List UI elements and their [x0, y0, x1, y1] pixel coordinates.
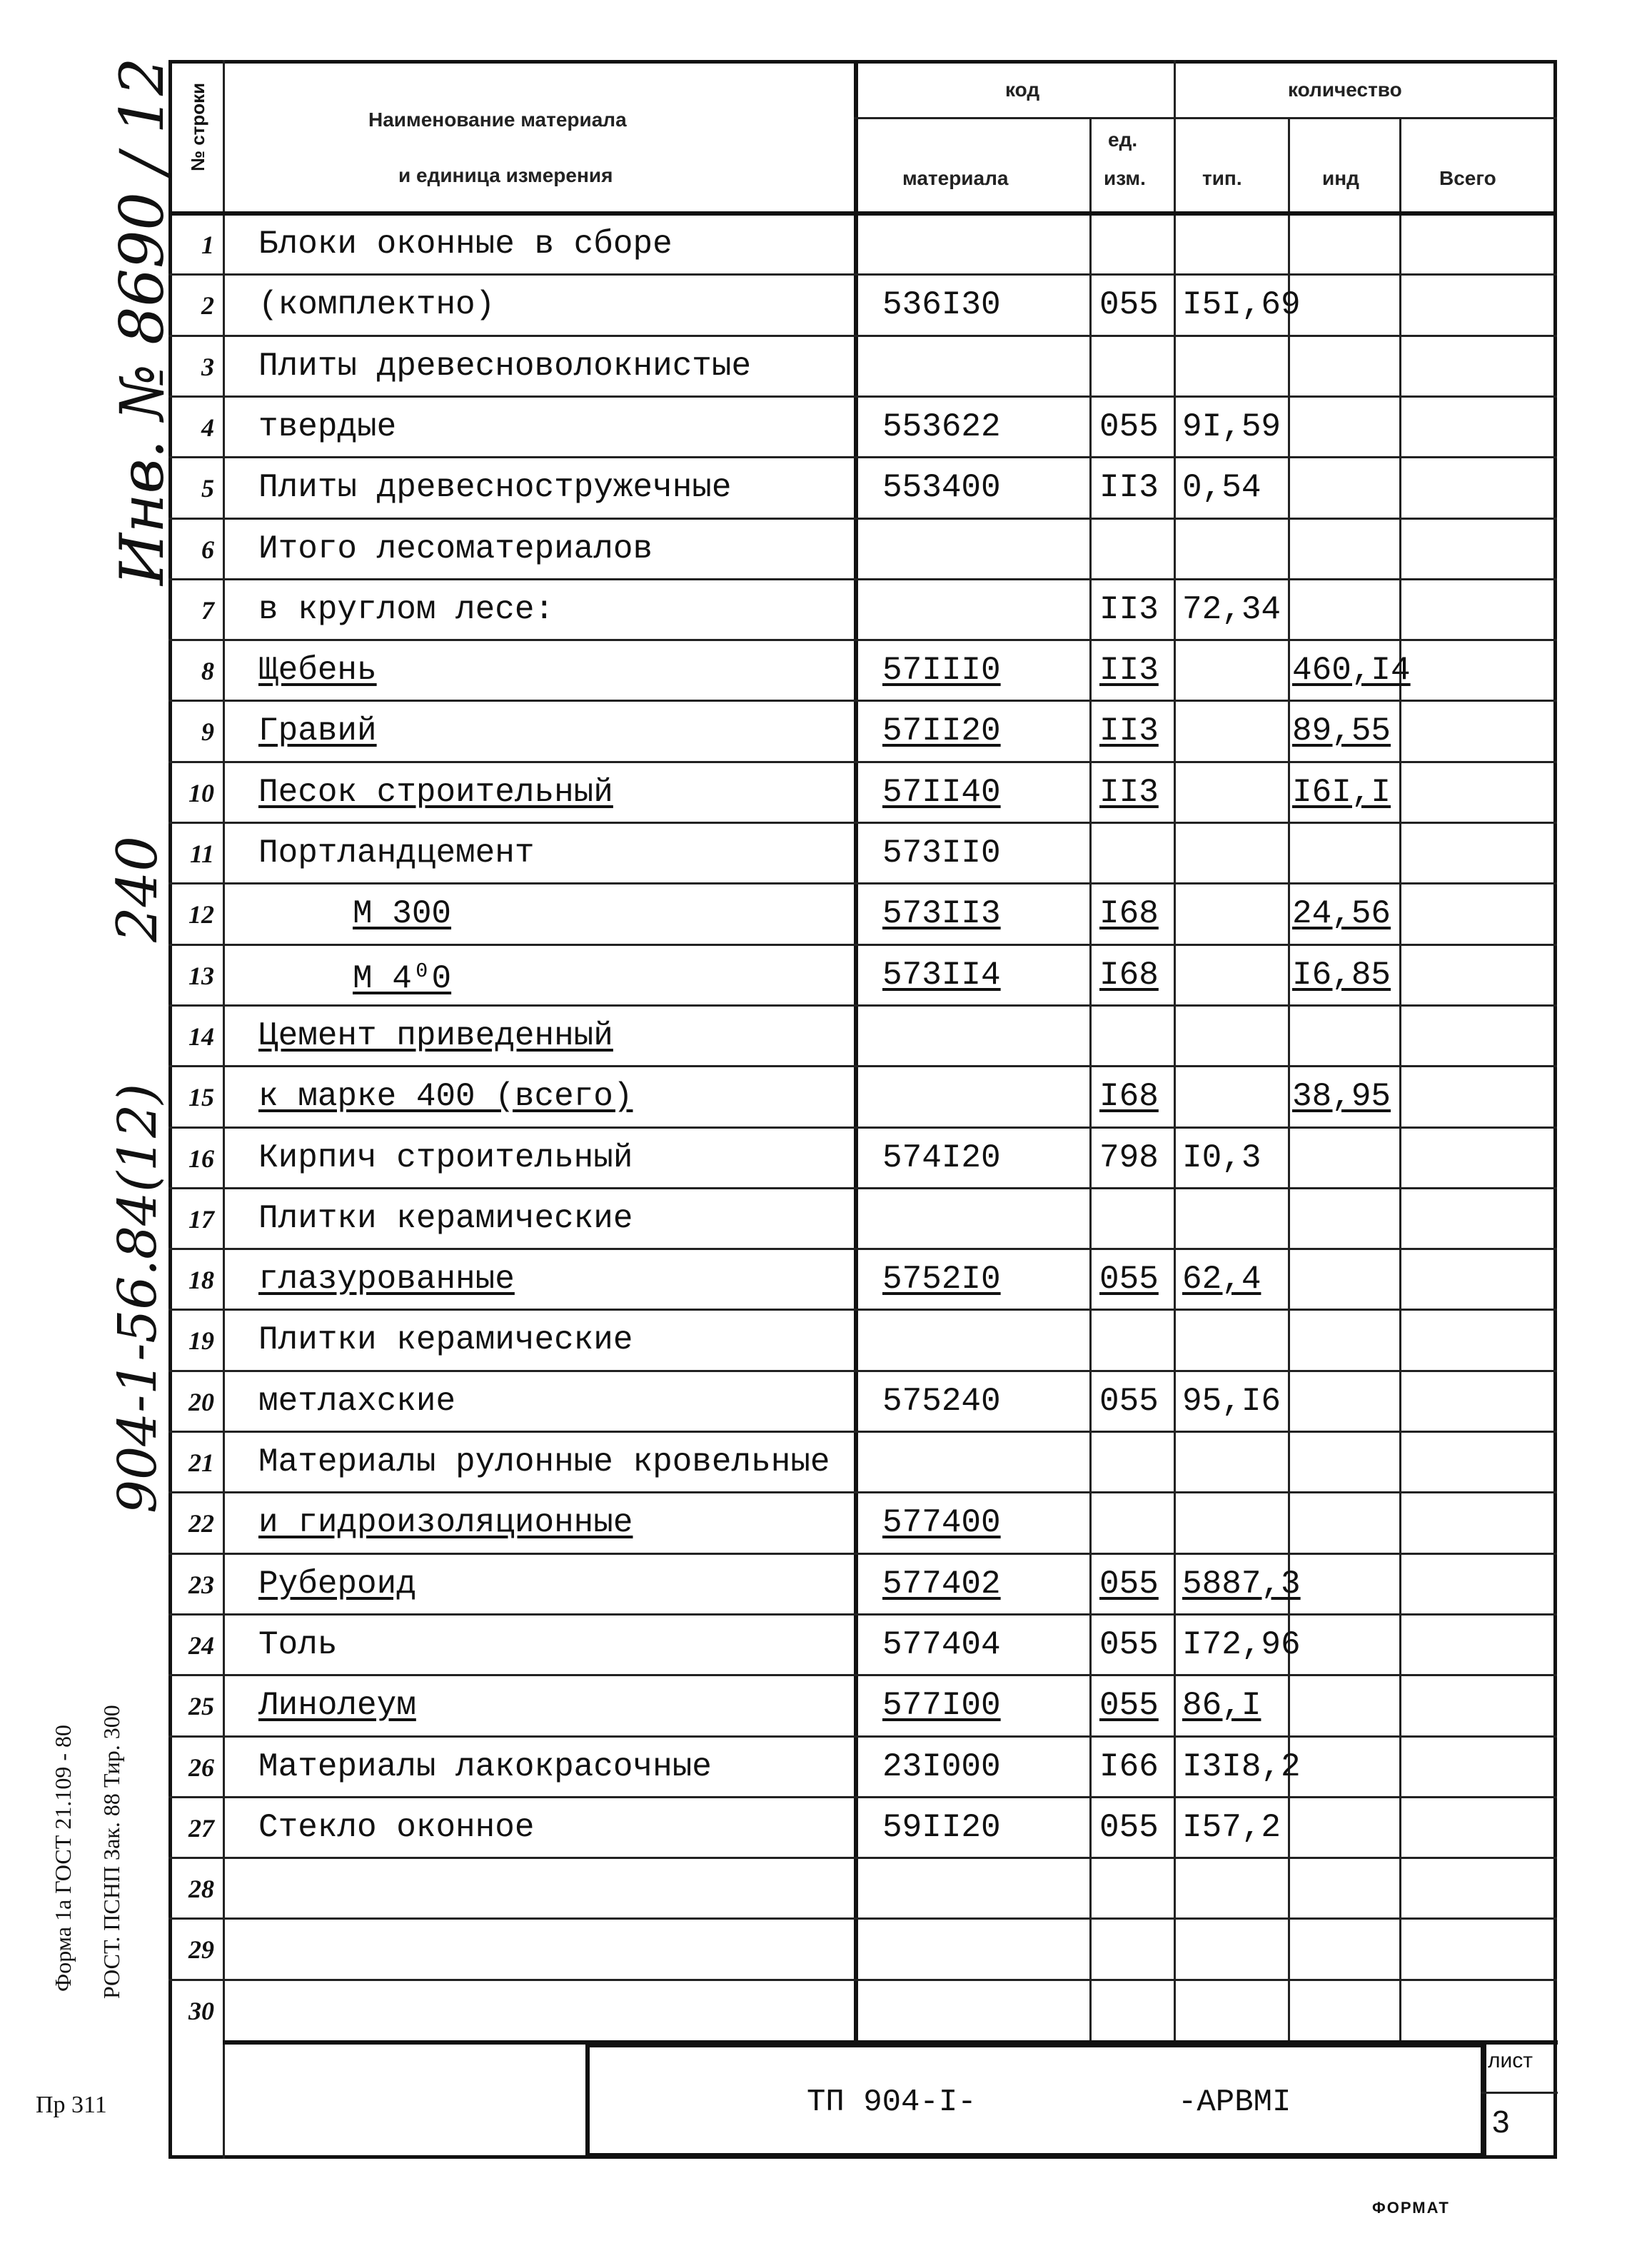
- material-name: твердые: [258, 408, 397, 445]
- row-number: 21: [188, 1448, 214, 1477]
- row-separator: [168, 456, 1557, 458]
- col-divider-name: [854, 60, 858, 2045]
- material-name: Цемент приведенный: [258, 1017, 613, 1054]
- material-code: 536I30: [882, 286, 1001, 323]
- row-number: 3: [201, 353, 214, 381]
- row-number: 8: [201, 657, 214, 685]
- row-separator: [168, 944, 1557, 946]
- row-number: 15: [188, 1083, 214, 1112]
- qty-typ: I5I,69: [1182, 286, 1301, 323]
- header-bottom-rule: [168, 211, 1557, 216]
- row-number: 19: [188, 1326, 214, 1355]
- header-unit-line1: ед.: [1108, 128, 1138, 151]
- material-name: Плитки керамические: [258, 1321, 633, 1359]
- unit-code: I68: [1099, 1078, 1159, 1115]
- qty-typ: I57,2: [1182, 1809, 1281, 1846]
- row-separator: [168, 1004, 1557, 1007]
- row-number: 6: [201, 535, 214, 564]
- row-number: 25: [188, 1692, 214, 1720]
- row-number: 28: [188, 1875, 214, 1903]
- material-name: Плитки керамические: [258, 1200, 633, 1237]
- row-number: 22: [188, 1509, 214, 1538]
- material-name: глазурованные: [258, 1261, 515, 1298]
- material-code: 57III0: [882, 652, 1001, 689]
- row-separator: [168, 761, 1557, 763]
- unit-code: 055: [1099, 1566, 1159, 1603]
- row-separator: [168, 1674, 1557, 1676]
- qty-typ: 62,4: [1182, 1261, 1261, 1298]
- sheet-subdivider: [1481, 2092, 1558, 2094]
- qty-typ: 0,54: [1182, 469, 1261, 506]
- print-order-note: РОСТ. ПСНП Зак. 88 Тир. 300: [99, 1705, 124, 1999]
- col-divider-ind: [1399, 119, 1401, 2045]
- material-name: Материалы рулонные кровельные: [258, 1443, 830, 1481]
- material-name: (комплектно): [258, 286, 495, 323]
- row-separator: [168, 1553, 1557, 1555]
- material-name: Итого лесоматериалов: [258, 530, 653, 568]
- row-number: 12: [188, 900, 214, 929]
- row-separator: [168, 1431, 1557, 1433]
- form-standard-note: Форма 1а ГОСТ 21.109 - 80: [50, 1725, 76, 1992]
- material-code: 577402: [882, 1566, 1001, 1603]
- unit-code: 055: [1099, 1687, 1159, 1724]
- row-number: 30: [188, 1997, 214, 2025]
- header-qty-total: Всего: [1439, 167, 1496, 189]
- row-number: 1: [201, 231, 214, 259]
- row-separator: [168, 1370, 1557, 1372]
- row-number: 26: [188, 1753, 214, 1782]
- header-subdivider: [854, 117, 1557, 119]
- row-number: 9: [201, 717, 214, 746]
- row-separator: [168, 1309, 1557, 1311]
- row-separator: [168, 1917, 1557, 1920]
- qty-ind: 24,56: [1292, 895, 1391, 932]
- row-separator: [168, 1796, 1557, 1798]
- row-separator: [168, 395, 1557, 398]
- material-name: и гидроизоляционные: [258, 1504, 633, 1541]
- unit-code: II3: [1099, 469, 1159, 506]
- qty-ind: I6I,I: [1292, 774, 1391, 811]
- title-block: [585, 2043, 1486, 2157]
- col-divider-code: [1089, 119, 1092, 2045]
- header-name-line2: и единица измерения: [398, 164, 613, 186]
- row-separator: [168, 1979, 1557, 1981]
- qty-typ: I3I8,2: [1182, 1748, 1301, 1785]
- unit-code: 055: [1099, 1626, 1159, 1663]
- pr-code: Пр 311: [36, 2092, 107, 2118]
- row-separator: [168, 1613, 1557, 1616]
- material-name: Стекло оконное: [258, 1809, 535, 1846]
- material-name: Линолеум: [258, 1687, 416, 1724]
- material-name: Блоки оконные в сборе: [258, 226, 673, 263]
- row-number: 2: [201, 291, 214, 320]
- qty-ind: I6,85: [1292, 957, 1391, 994]
- unit-code: 055: [1099, 1809, 1159, 1846]
- material-code: 23I000: [882, 1748, 1001, 1785]
- material-code: 59II20: [882, 1809, 1001, 1846]
- qty-typ: 95,I6: [1182, 1383, 1281, 1420]
- header-qty-group: количество: [1288, 79, 1402, 101]
- material-name: Кирпич строительный: [258, 1139, 633, 1176]
- row-separator: [168, 639, 1557, 641]
- row-separator: [168, 1735, 1557, 1738]
- material-name: Плиты древесноволокнистые: [258, 348, 752, 385]
- material-name: Портландцемент: [258, 835, 535, 872]
- material-name: Гравий: [258, 712, 377, 750]
- qty-ind: 38,95: [1292, 1078, 1391, 1115]
- unit-code: II3: [1099, 712, 1159, 750]
- header-qty-ind: инд: [1322, 167, 1359, 189]
- title-doc-code: -АРВМI: [1178, 2085, 1291, 2120]
- material-code: 553622: [882, 408, 1001, 445]
- row-number: 20: [188, 1388, 214, 1416]
- material-code: 57II40: [882, 774, 1001, 811]
- row-number: 27: [188, 1814, 214, 1843]
- row-separator: [168, 335, 1557, 337]
- unit-code: II3: [1099, 591, 1159, 628]
- qty-typ: I72,96: [1182, 1626, 1301, 1663]
- header-qty-typ: тип.: [1202, 167, 1242, 189]
- project-number-handwritten: 904-1-56.84(12): [107, 1083, 168, 1513]
- col-divider-rownum: [223, 60, 225, 2159]
- material-code: 577I00: [882, 1687, 1001, 1724]
- material-code: 573II4: [882, 957, 1001, 994]
- material-name: Материалы лакокрасочные: [258, 1748, 712, 1785]
- material-name: М 4⁰0: [353, 960, 452, 997]
- sheet-divider: [1481, 2043, 1485, 2157]
- row-separator: [168, 273, 1557, 276]
- row-number: 17: [188, 1205, 214, 1234]
- row-number: 4: [201, 413, 214, 442]
- title-project: ТП 904-I-: [807, 2085, 977, 2120]
- header-row-no: № строки: [187, 82, 208, 171]
- material-name: Щебень: [258, 652, 377, 689]
- row-separator: [168, 578, 1557, 580]
- row-number: 11: [189, 840, 214, 868]
- row-number: 7: [201, 596, 214, 625]
- row-number: 18: [188, 1266, 214, 1294]
- material-name: М 300: [353, 895, 452, 932]
- row-number: 29: [188, 1935, 214, 1964]
- row-number: 14: [188, 1022, 214, 1051]
- row-separator: [168, 1248, 1557, 1250]
- format-label: ФОРМАТ: [1372, 2199, 1450, 2217]
- row-separator: [168, 1187, 1557, 1189]
- row-separator: [168, 822, 1557, 824]
- qty-typ: 72,34: [1182, 591, 1281, 628]
- material-code: 574I20: [882, 1139, 1001, 1176]
- row-separator: [168, 882, 1557, 884]
- unit-code: I68: [1099, 895, 1159, 932]
- material-name: Плиты древесностружечные: [258, 469, 732, 506]
- header-code-group: код: [1005, 79, 1040, 101]
- sheet-label: лист: [1488, 2049, 1533, 2072]
- material-name: Песок строительный: [258, 774, 613, 811]
- row-number: 24: [188, 1631, 214, 1660]
- unit-code: 055: [1099, 1261, 1159, 1298]
- inventory-number-handwritten: Инв. № 8690 / 12: [107, 57, 177, 585]
- qty-typ: 5887,3: [1182, 1566, 1301, 1603]
- header-code-material: материала: [902, 167, 1009, 189]
- material-code: 575240: [882, 1383, 1001, 1420]
- material-name: в круглом лесе:: [258, 591, 555, 628]
- material-name: метлахские: [258, 1383, 456, 1420]
- material-code: 573II3: [882, 895, 1001, 932]
- row-separator: [168, 1491, 1557, 1493]
- material-code: 553400: [882, 469, 1001, 506]
- row-separator: [168, 1127, 1557, 1129]
- material-code: 57II20: [882, 712, 1001, 750]
- unit-code: II3: [1099, 652, 1159, 689]
- unit-code: 055: [1099, 1383, 1159, 1420]
- material-name: Толь: [258, 1626, 338, 1663]
- row-number: 5: [201, 474, 214, 503]
- material-code: 577404: [882, 1626, 1001, 1663]
- unit-code: I68: [1099, 957, 1159, 994]
- material-code: 5752I0: [882, 1261, 1001, 1298]
- material-code: 573II0: [882, 835, 1001, 872]
- row-number: 16: [188, 1144, 214, 1173]
- unit-code: I66: [1099, 1748, 1159, 1785]
- unit-code: 798: [1099, 1139, 1159, 1176]
- row-separator: [168, 518, 1557, 520]
- row-number: 13: [188, 962, 214, 990]
- qty-ind: 89,55: [1292, 712, 1391, 750]
- header-unit-line2: изм.: [1104, 167, 1146, 189]
- row-number: 10: [188, 779, 214, 807]
- row-separator: [168, 1857, 1557, 1859]
- material-name: к марке 400 (всего): [258, 1078, 633, 1115]
- qty-typ: 86,I: [1182, 1687, 1261, 1724]
- unit-code: II3: [1099, 774, 1159, 811]
- row-separator: [168, 1065, 1557, 1067]
- row-separator: [168, 700, 1557, 702]
- qty-typ: I0,3: [1182, 1139, 1261, 1176]
- col-divider-unit: [1174, 60, 1176, 2045]
- unit-code: 055: [1099, 408, 1159, 445]
- unit-code: 055: [1099, 286, 1159, 323]
- sheet-number: 3: [1492, 2105, 1510, 2140]
- row-number: 23: [188, 1571, 214, 1599]
- material-code: 577400: [882, 1504, 1001, 1541]
- qty-ind: 460,I4: [1292, 652, 1411, 689]
- header-name-line1: Наименование материала: [368, 109, 627, 131]
- material-name: Рубероид: [258, 1566, 416, 1603]
- handwritten-240: 240: [106, 836, 170, 942]
- qty-typ: 9I,59: [1182, 408, 1281, 445]
